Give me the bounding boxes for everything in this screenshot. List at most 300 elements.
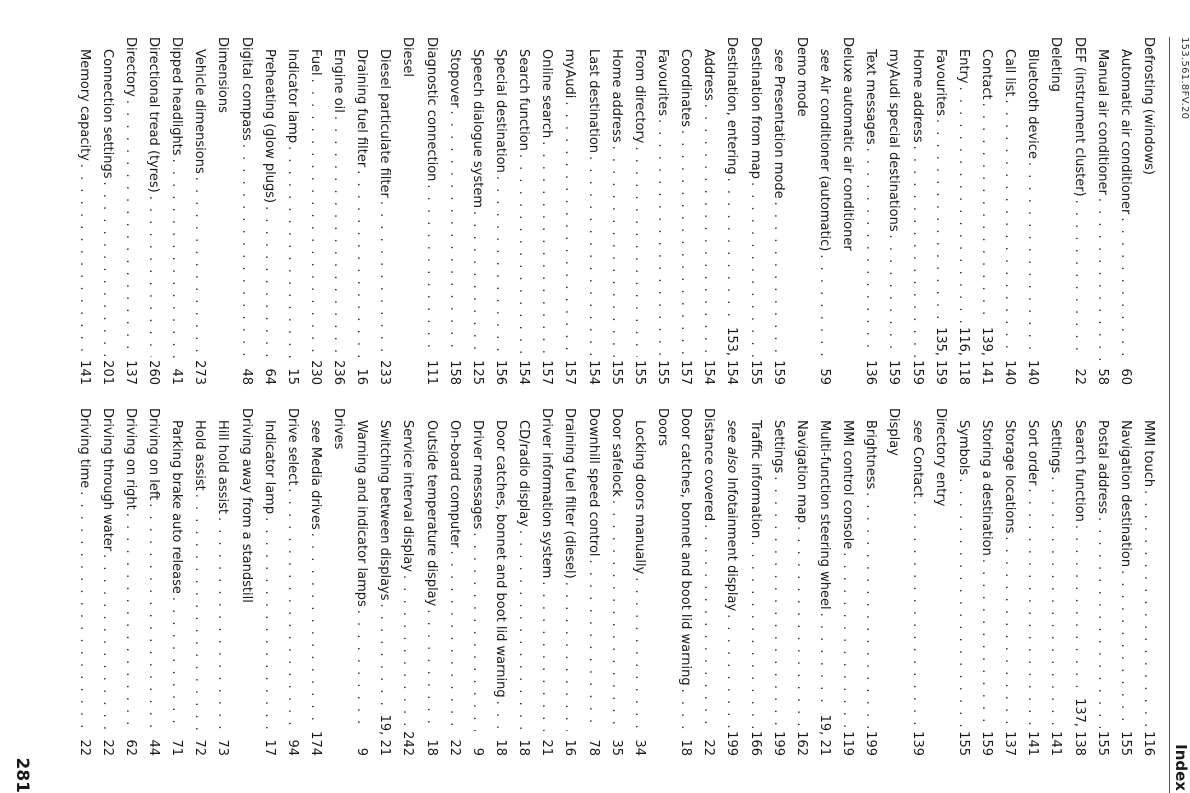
leader-dots <box>929 119 952 324</box>
index-entry <box>396 37 419 385</box>
leader-dots <box>975 103 998 325</box>
index-entry <box>836 37 859 385</box>
leader-dots <box>466 211 489 357</box>
index-entry-label <box>720 420 743 611</box>
leader-dots <box>859 492 882 728</box>
index-entry <box>882 37 905 385</box>
index-entry-page: 18 <box>493 739 509 756</box>
entry-text: Distance covered <box>701 408 717 522</box>
index-entry-page: 19, 21 <box>377 714 393 756</box>
index-entry-page: 78 <box>585 739 601 756</box>
index-entry <box>558 37 581 385</box>
index-entry <box>859 37 882 385</box>
entry-text: Special destination <box>493 49 509 173</box>
index-entry-page: 19, 21 <box>817 714 833 756</box>
leader-dots <box>1137 490 1160 728</box>
leader-dots <box>674 689 697 731</box>
leader-dots <box>558 582 581 731</box>
index-entry-label <box>443 49 466 108</box>
leader-dots <box>281 488 304 731</box>
index-entry-label <box>165 37 188 156</box>
index-column-right <box>72 408 1160 756</box>
index-entry <box>767 408 790 756</box>
entry-text: Indicator lamp <box>261 420 277 515</box>
index-entry <box>1137 408 1160 756</box>
index-entry <box>142 37 165 385</box>
leader-dots <box>165 159 188 360</box>
index-entry-page: 273 <box>192 360 208 385</box>
index-entry <box>373 37 396 385</box>
index-entry-label <box>1067 37 1090 197</box>
entry-text: Sort order <box>1025 420 1041 486</box>
entry-text: Driving on left <box>145 408 161 501</box>
index-entry-page: 17 <box>261 739 277 756</box>
index-entry <box>535 37 558 385</box>
index-entry <box>720 408 743 756</box>
index-entry <box>1114 37 1137 385</box>
see-reference: see <box>909 420 925 443</box>
index-entry <box>929 37 952 385</box>
index-entry <box>96 37 119 385</box>
index-entry-label <box>1091 49 1114 195</box>
document-code: 153.561.8FV.20 <box>1179 37 1190 120</box>
index-entry <box>466 408 489 756</box>
index-entry-label <box>373 49 396 198</box>
index-entry <box>188 37 211 385</box>
leader-dots <box>882 235 905 358</box>
index-entry-page: 116 <box>1141 731 1156 756</box>
entry-text: Call list <box>1002 49 1018 97</box>
leader-dots <box>489 176 512 357</box>
entry-text: Manual air conditioner <box>1094 49 1110 195</box>
index-entry <box>234 37 257 385</box>
index-entry-label <box>558 49 581 98</box>
leader-dots <box>605 500 628 731</box>
index-entry <box>628 408 651 756</box>
entry-text: Door catches, bonnet and boot lid warning <box>493 420 509 698</box>
index-entry-page: 116, 118 <box>955 327 971 385</box>
leader-dots <box>258 206 281 360</box>
index-entry <box>836 408 859 756</box>
index-entry-page: 154 <box>585 360 601 385</box>
entry-text: Bluetooth device <box>1025 49 1041 159</box>
index-entry <box>281 408 304 756</box>
index-entry-page: 64 <box>261 368 277 385</box>
entry-text: Contact <box>909 446 925 498</box>
entry-text: Hold assist <box>192 420 208 491</box>
index-entry-label <box>1021 49 1044 159</box>
leader-dots <box>674 130 697 357</box>
leader-dots <box>836 552 859 728</box>
leader-dots <box>304 533 327 728</box>
index-entry <box>628 37 651 385</box>
index-entry <box>813 408 836 756</box>
index-entry-page: 41 <box>169 368 185 385</box>
index-entry-page: 22 <box>446 739 462 756</box>
leader-dots <box>1021 162 1044 357</box>
entry-text: Stopover <box>446 49 462 108</box>
entry-text: Dimensions <box>215 37 231 113</box>
index-entry-label <box>628 49 651 144</box>
entry-text: Media drives <box>307 446 323 530</box>
index-entry <box>258 408 281 756</box>
entry-text: Settings <box>770 420 786 474</box>
entry-text: Text messages <box>863 49 879 145</box>
index-entry-label <box>859 420 882 489</box>
leader-dots <box>258 517 281 731</box>
leader-dots <box>188 494 211 731</box>
index-entry-page: 157 <box>539 360 555 385</box>
index-entry-page: 155 <box>1094 731 1110 756</box>
leader-dots <box>651 119 674 357</box>
entry-text: Navigation map <box>793 420 809 524</box>
leader-dots <box>119 513 142 731</box>
index-entry-label <box>535 408 558 578</box>
entry-text: Switching between displays <box>377 420 393 601</box>
entry-text: Entry <box>955 49 971 84</box>
index-entry-label <box>998 420 1021 533</box>
index-entry <box>952 408 975 756</box>
index-entry-label <box>558 408 581 579</box>
index-entry <box>188 408 211 756</box>
index-entry <box>882 408 905 756</box>
index-entry <box>859 408 882 756</box>
index-entry <box>327 408 350 756</box>
leader-dots <box>790 526 813 728</box>
index-entry-label <box>813 49 836 251</box>
leader-dots <box>628 147 651 358</box>
leader-dots <box>558 101 581 357</box>
index-entry-label <box>651 49 674 116</box>
index-entry <box>605 37 628 385</box>
entry-text: Presentation mode <box>770 75 786 199</box>
leader-dots <box>1091 517 1114 728</box>
leader-dots <box>1114 217 1137 360</box>
leader-dots <box>952 87 975 325</box>
index-entry-page: 141 <box>1025 731 1041 756</box>
index-entry <box>905 37 928 385</box>
index-entry-label <box>188 420 211 491</box>
index-entry-label <box>327 49 350 113</box>
index-entry-label <box>952 49 975 84</box>
index-entry-label <box>1091 420 1114 514</box>
index-entry-page: 159 <box>770 360 786 385</box>
leader-dots <box>512 154 535 357</box>
leader-dots <box>905 501 928 729</box>
leader-dots <box>443 111 466 358</box>
entry-text: Navigation destination <box>1117 420 1133 568</box>
entry-text: Last destination <box>585 49 601 154</box>
index-entry <box>720 37 743 385</box>
index-entry-label <box>512 49 535 151</box>
index-entry-label <box>234 408 257 603</box>
index-entry-page: 155 <box>747 360 763 385</box>
index-entry <box>211 37 234 385</box>
index-entry-label <box>350 420 373 607</box>
entry-text: Diesel <box>400 37 416 78</box>
entry-text: Favourites <box>932 49 948 116</box>
leader-dots <box>142 503 165 731</box>
index-entry-label <box>697 408 720 521</box>
index-entry <box>72 408 95 756</box>
entry-text: Driving time <box>76 408 92 489</box>
entry-text: Directional tread (tyres) <box>145 37 161 193</box>
index-entry-label <box>258 420 281 514</box>
index-entry-label <box>96 49 119 179</box>
entry-text: Demo mode <box>793 37 809 117</box>
index-entry-label <box>605 49 628 143</box>
index-entry-page: 233 <box>377 360 393 385</box>
entry-text: Vehicle dimensions <box>192 49 208 174</box>
entry-text: Storage locations <box>1002 420 1018 534</box>
index-entry <box>373 408 396 756</box>
leader-dots <box>96 182 119 358</box>
index-entry-label <box>628 420 651 574</box>
entry-text: myAudi <box>562 49 578 99</box>
index-entry-page: 135, 159 <box>932 327 948 385</box>
see-reference: see <box>817 49 833 72</box>
leader-dots <box>535 581 558 731</box>
index-entry-page: 166 <box>747 731 763 756</box>
entry-text: Traffic information <box>747 420 763 539</box>
entry-text: Home address <box>608 49 624 143</box>
index-entry-label <box>327 408 350 449</box>
leader-dots <box>767 202 790 358</box>
entry-text: From directory <box>631 49 647 144</box>
index-entry-label <box>720 37 743 175</box>
leader-dots <box>489 701 512 731</box>
index-entry-page: 22 <box>76 739 92 756</box>
index-entry-page: 155 <box>631 360 647 385</box>
index-entry-label <box>1137 37 1160 175</box>
leader-dots <box>234 144 257 360</box>
index-entry-page: 155 <box>955 731 971 756</box>
index-entry-label <box>96 408 119 551</box>
index-entry-label <box>674 408 697 686</box>
index-entry-page: 119 <box>840 731 856 756</box>
index-entry-page: 230 <box>307 360 323 385</box>
entry-text: Door safelock <box>608 408 624 497</box>
index-entry-label <box>882 49 905 232</box>
leader-dots <box>72 491 95 731</box>
index-entry-page: 153, 154 <box>724 327 740 385</box>
index-entry-label <box>211 37 234 113</box>
leader-dots <box>1114 570 1137 728</box>
leader-dots <box>605 146 628 358</box>
index-entry-page: 60 <box>1117 368 1133 385</box>
entry-text: Downhill speed control <box>585 408 601 557</box>
entry-text: Memory capacity <box>76 49 92 161</box>
entry-text: Indicator lamp <box>284 49 300 144</box>
index-entry <box>165 408 188 756</box>
index-entry-label <box>697 49 720 101</box>
index-entry-label <box>1044 37 1067 92</box>
index-entry-label <box>905 49 928 143</box>
index-entry <box>327 37 350 385</box>
entry-text: Fuel <box>307 49 323 76</box>
leader-dots <box>72 164 95 357</box>
leader-dots <box>720 614 743 728</box>
index-entry-page: 62 <box>122 739 138 756</box>
index-entry <box>975 37 998 385</box>
index-entry <box>96 408 119 756</box>
index-entry-label <box>767 49 790 199</box>
header-rule <box>1169 37 1170 793</box>
index-entry-label <box>790 37 813 117</box>
index-entry <box>258 37 281 385</box>
index-entry <box>767 37 790 385</box>
index-entry <box>512 37 535 385</box>
leader-dots <box>443 551 466 731</box>
entry-text: Parking brake auto release <box>169 420 185 594</box>
index-entry-label <box>281 49 304 143</box>
leader-dots <box>188 177 211 357</box>
see-reference: see also <box>724 420 740 474</box>
entry-text: Outside temperature display <box>423 420 439 607</box>
index-entry-label <box>535 49 558 138</box>
entry-text: Driver information system <box>539 408 555 579</box>
entry-text: Destination, entering <box>724 37 740 175</box>
index-entry-label <box>142 37 165 193</box>
entry-text: Connection settings <box>99 49 115 179</box>
index-entry-label <box>859 49 882 145</box>
index-entry <box>790 37 813 385</box>
index-entry-page: 242 <box>400 731 416 756</box>
index-entry-page: 157 <box>562 360 578 385</box>
index-entry <box>420 37 443 385</box>
index-entry <box>466 37 489 385</box>
entry-text: Warning and indicator lamps <box>354 420 370 607</box>
index-entry-page: 22 <box>701 739 717 756</box>
entry-text: Diesel particulate filter <box>377 49 393 198</box>
index-entry-label <box>72 408 95 488</box>
index-entry-label <box>396 420 419 572</box>
index-entry-page: 236 <box>331 360 347 385</box>
index-entry-page: 22 <box>99 739 115 756</box>
leader-dots <box>859 148 882 358</box>
index-entry <box>743 408 766 756</box>
index-entry-page: 157 <box>678 360 694 385</box>
entry-text: Driving away from a standstill <box>238 408 254 603</box>
entry-text: Air conditioner (automatic) <box>817 75 833 252</box>
leader-dots <box>350 610 373 731</box>
entry-text: Locking doors manually <box>631 420 647 575</box>
index-entry-page: 154 <box>516 360 532 385</box>
page-number: 281 <box>12 757 32 793</box>
index-entry-page: 158 <box>446 360 462 385</box>
index-entry-page: 156 <box>493 360 509 385</box>
index-entry-label <box>512 420 535 527</box>
index-entry <box>581 37 604 385</box>
index-entry-page: 162 <box>793 731 809 756</box>
index-entry-label <box>304 49 327 76</box>
index-entry-label <box>258 49 281 203</box>
entry-text: Symbols <box>955 420 971 476</box>
leader-dots <box>720 178 743 324</box>
index-entry-page: 137 <box>122 360 138 385</box>
index-entry-page: 94 <box>284 739 300 756</box>
entry-text: Drive select <box>284 408 300 486</box>
leader-dots <box>373 604 396 712</box>
entry-text: Multi-function steering wheel <box>817 420 833 610</box>
index-entry-label <box>1067 420 1090 522</box>
entry-text: Brightness <box>863 420 879 490</box>
index-entry-label <box>743 37 766 179</box>
entry-text: Infotainment display <box>724 477 740 612</box>
index-entry-page: 159 <box>979 731 995 756</box>
index-entry-page: 72 <box>192 739 208 756</box>
index-entry-label <box>929 49 952 116</box>
index-entry-page: 136 <box>863 360 879 385</box>
index-entry-page: 174 <box>307 731 323 756</box>
entry-text: Storing a destination <box>979 420 995 556</box>
index-entry <box>72 37 95 385</box>
index-entry-page: 154 <box>701 360 717 385</box>
index-entry-label <box>952 420 975 475</box>
entry-text: Doors <box>655 408 671 447</box>
see-reference: see <box>770 49 786 72</box>
index-entry <box>998 408 1021 756</box>
index-entry-page: 137 <box>1002 731 1018 756</box>
entry-text: Speech dialogue system <box>469 49 485 209</box>
index-entry-page: 139, 141 <box>979 327 995 385</box>
index-entry-label <box>466 49 489 208</box>
leader-dots <box>1067 525 1090 695</box>
index-entry-page: 35 <box>608 739 624 756</box>
index-entry <box>813 37 836 385</box>
index-entry-label <box>743 420 766 538</box>
index-entry-label <box>605 408 628 497</box>
leader-dots <box>743 182 766 357</box>
leader-dots <box>581 560 604 731</box>
index-entry-label <box>396 37 419 77</box>
entry-text: Drives <box>331 408 347 450</box>
index-entry-label <box>211 420 234 514</box>
leader-dots <box>1091 198 1114 360</box>
page-header-title: Index <box>1172 744 1190 791</box>
index-entry-page: 9 <box>469 747 485 756</box>
leader-dots <box>581 156 604 357</box>
leader-dots <box>905 146 928 358</box>
index-entry-label <box>489 420 512 698</box>
index-entry-page: 71 <box>169 739 185 756</box>
index-entry-label <box>836 420 859 549</box>
leader-dots <box>1021 488 1044 728</box>
index-entry-label <box>466 420 489 529</box>
entry-text: CD/radio display <box>516 420 532 527</box>
index-entry-page: 137, 138 <box>1071 698 1087 756</box>
index-entry-label <box>234 37 257 141</box>
index-entry <box>396 408 419 756</box>
index-entry <box>605 408 628 756</box>
index-entry <box>443 408 466 756</box>
leader-dots <box>304 79 327 358</box>
index-entry-page: 34 <box>631 739 647 756</box>
leader-dots <box>697 524 720 731</box>
index-entry <box>651 408 674 756</box>
index-entry-page: 18 <box>423 739 439 756</box>
index-entry-page: 21 <box>539 739 555 756</box>
index-entry <box>674 408 697 756</box>
index-entry-label <box>581 408 604 557</box>
index-entry-page: 155 <box>608 360 624 385</box>
index-entry <box>350 408 373 756</box>
index-entry-label <box>674 49 697 127</box>
index-entry <box>165 37 188 385</box>
index-entry <box>142 408 165 756</box>
entry-text: Diagnostic connection <box>423 37 439 182</box>
leader-dots <box>327 116 350 357</box>
